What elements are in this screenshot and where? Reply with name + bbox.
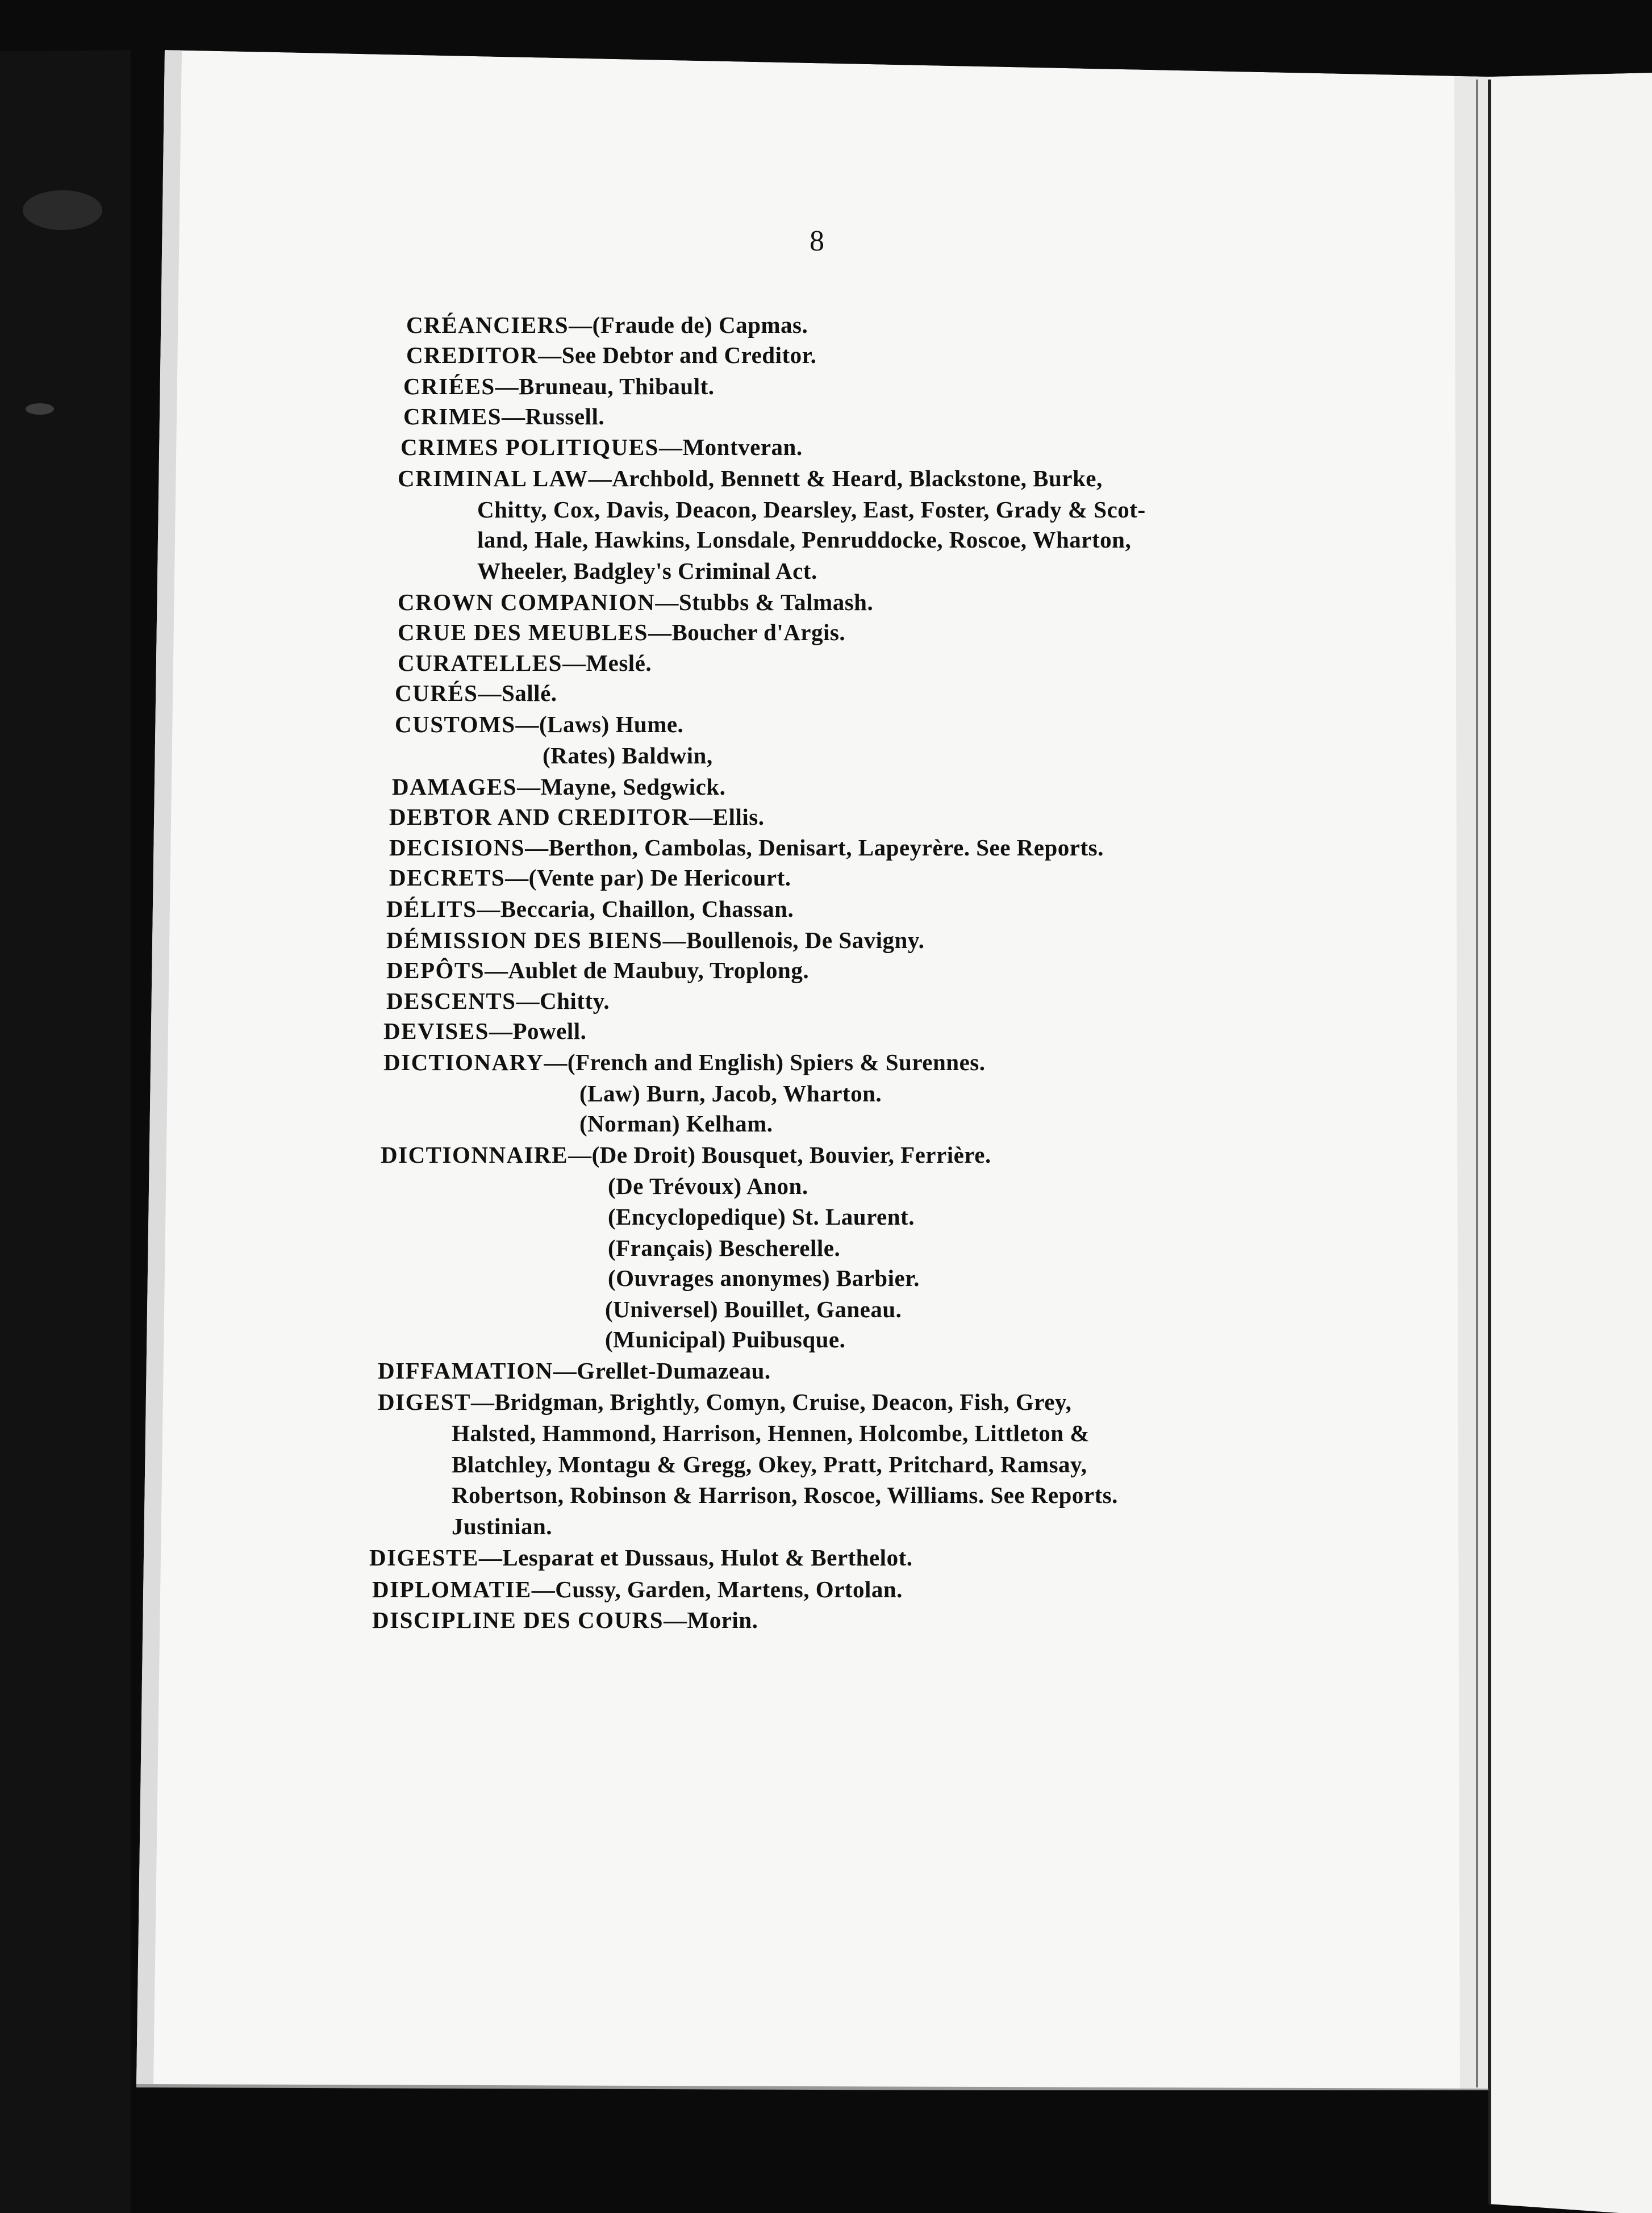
index-heading: DÉLITS — [386, 896, 477, 922]
index-line — [452, 1515, 552, 1538]
index-heading: CRIÉES — [403, 373, 495, 399]
index-references: —(Laws) Hume. — [515, 711, 684, 737]
index-line — [395, 713, 683, 736]
index-heading: DIGESTE — [369, 1544, 479, 1571]
index-references: (Law) Burn, Jacob, Wharton. — [579, 1080, 882, 1106]
index-references: (Ouvrages anonymes) Barbier. — [608, 1265, 920, 1291]
index-references: (Universel) Bouillet, Ganeau. — [605, 1296, 902, 1322]
index-line — [386, 959, 809, 982]
index-heading: DEPÔTS — [386, 957, 485, 983]
index-line — [608, 1267, 920, 1290]
index-references: —Bruneau, Thibault. — [495, 373, 715, 399]
index-heading: DECRETS — [389, 865, 506, 891]
index-references: —Powell. — [489, 1018, 587, 1044]
index-line — [452, 1484, 1118, 1507]
index-line — [477, 498, 1146, 521]
index-line — [389, 805, 764, 829]
index-heading: CRÉANCIERS — [406, 312, 569, 338]
index-references: —Morin. — [664, 1607, 758, 1633]
index-line — [398, 467, 1103, 490]
index-heading: DEBTOR AND CREDITOR — [389, 804, 690, 830]
index-references: —Berthon, Cambolas, Denisart, Lapeyrère. See Reports. — [525, 834, 1104, 861]
index-line — [452, 1422, 1090, 1445]
index-line — [395, 682, 557, 705]
index-heading: DAMAGES — [392, 774, 518, 800]
index-references: —Cussy, Garden, Martens, Ortolan. — [531, 1576, 903, 1602]
index-references: —Bridgman, Brightly, Comyn, Cruise, Deacon, Fish, Grey, — [470, 1389, 1072, 1415]
index-line — [403, 405, 604, 428]
index-heading: CROWN COMPANION — [398, 589, 656, 615]
index-references: —Chitty. — [516, 988, 610, 1014]
index-line — [543, 744, 713, 767]
index-references: (De Trévoux) Anon. — [608, 1173, 808, 1199]
index-heading: DESCENTS — [386, 988, 516, 1014]
index-references: Robertson, Robinson & Harrison, Roscoe, Williams. See Reports. — [452, 1482, 1118, 1508]
index-line — [579, 1082, 882, 1105]
index-references: Halsted, Hammond, Harrison, Hennen, Holcombe, Littleton & — [452, 1420, 1090, 1446]
index-references: Chitty, Cox, Davis, Deacon, Dearsley, East, Foster, Grady & Scot- — [477, 496, 1146, 523]
index-line — [608, 1175, 808, 1198]
index-line — [383, 1051, 986, 1074]
index-references: (Rates) Baldwin, — [543, 742, 713, 769]
index-references: —Boucher d'Argis. — [648, 619, 846, 645]
index-line — [372, 1578, 903, 1601]
index-references: —Archbold, Bennett & Heard, Blackstone, Burke, — [588, 465, 1103, 491]
index-heading: DICTIONNAIRE — [381, 1142, 569, 1168]
index-line — [406, 314, 808, 337]
index-line — [386, 897, 794, 921]
index-heading: DÉMISSION DES BIENS — [386, 927, 663, 953]
index-line — [389, 866, 791, 890]
index-references: —(French and English) Spiers & Surennes. — [544, 1049, 986, 1075]
index-heading: DIGEST — [378, 1389, 471, 1415]
index-heading: DICTIONARY — [383, 1049, 544, 1075]
index-line — [398, 621, 845, 644]
index-references: —Russell. — [502, 403, 605, 429]
index-line — [378, 1391, 1071, 1414]
page-number: 8 — [810, 225, 824, 257]
index-references: (Français) Bescherelle. — [608, 1235, 841, 1261]
index-references: —Beccaria, Chaillon, Chassan. — [477, 896, 794, 922]
index-references: Wheeler, Badgley's Criminal Act. — [477, 558, 817, 584]
index-heading: CURÉS — [395, 680, 478, 706]
index-heading: DECISIONS — [389, 834, 525, 861]
index-references: —Montveran. — [658, 434, 803, 460]
index-references: —(De Droit) Bousquet, Bouvier, Ferrière. — [568, 1142, 991, 1168]
index-line — [579, 1112, 773, 1135]
index-line — [372, 1609, 758, 1632]
index-references: —(Fraude de) Capmas. — [569, 312, 808, 338]
index-references: Justinian. — [452, 1513, 553, 1539]
index-references: (Encyclopedique) St. Laurent. — [608, 1204, 915, 1230]
index-heading: DIPLOMATIE — [372, 1576, 532, 1602]
index-heading: CRIMINAL LAW — [398, 465, 589, 491]
index-references: (Norman) Kelham. — [579, 1110, 773, 1137]
index-line — [608, 1205, 915, 1229]
index-line — [381, 1143, 991, 1167]
index-references: —Boullenois, De Savigny. — [662, 927, 925, 953]
index-heading: CURATELLES — [398, 650, 562, 676]
index-heading: CUSTOMS — [395, 711, 516, 737]
index-line — [386, 989, 610, 1013]
index-line — [608, 1237, 840, 1260]
index-references: —Ellis. — [689, 804, 765, 830]
index-references: —Grellet-Dumazeau. — [553, 1358, 771, 1384]
index-line — [389, 836, 1104, 859]
index-heading: CRIMES POLITIQUES — [401, 434, 659, 460]
index-line — [398, 591, 873, 614]
index-line — [605, 1328, 845, 1351]
index-references: (Municipal) Puibusque. — [605, 1326, 846, 1352]
index-references: —Stubbs & Talmash. — [655, 589, 874, 615]
index-line — [386, 929, 924, 952]
index-line — [383, 1020, 586, 1043]
index-line — [369, 1546, 912, 1569]
index-line — [477, 528, 1131, 552]
index-heading: CRIMES — [403, 403, 502, 429]
index-line — [392, 775, 725, 799]
index-heading: DISCIPLINE DES COURS — [372, 1607, 664, 1633]
index-heading: CRUE DES MEUBLES — [398, 619, 648, 645]
index-heading: CREDITOR — [406, 342, 539, 368]
index-references: —Aublet de Maubuy, Troplong. — [485, 957, 810, 983]
index-references: land, Hale, Hawkins, Lonsdale, Penruddocke, Roscoe, Wharton, — [477, 527, 1132, 553]
index-line — [378, 1359, 771, 1383]
index-references: Blatchley, Montagu & Gregg, Okey, Pratt, Pritchard, Ramsay, — [452, 1451, 1087, 1477]
index-line — [401, 436, 803, 459]
index-line — [605, 1298, 902, 1321]
index-references: —Meslé. — [562, 650, 652, 676]
index-references: —Lesparat et Dussaus, Hulot & Berthelot. — [478, 1544, 913, 1571]
index-heading: DIFFAMATION — [378, 1358, 553, 1384]
index-references: —Mayne, Sedgwick. — [517, 774, 726, 800]
index-line — [398, 652, 652, 675]
index-references: —See Debtor and Creditor. — [538, 342, 817, 368]
index-references: —(Vente par) De Hericourt. — [505, 865, 791, 891]
index-line — [452, 1453, 1087, 1476]
index-references: —Sallé. — [478, 680, 557, 706]
index-heading: DEVISES — [383, 1018, 489, 1044]
index-line — [403, 375, 715, 398]
index-line — [477, 559, 817, 583]
index-line — [406, 344, 816, 367]
